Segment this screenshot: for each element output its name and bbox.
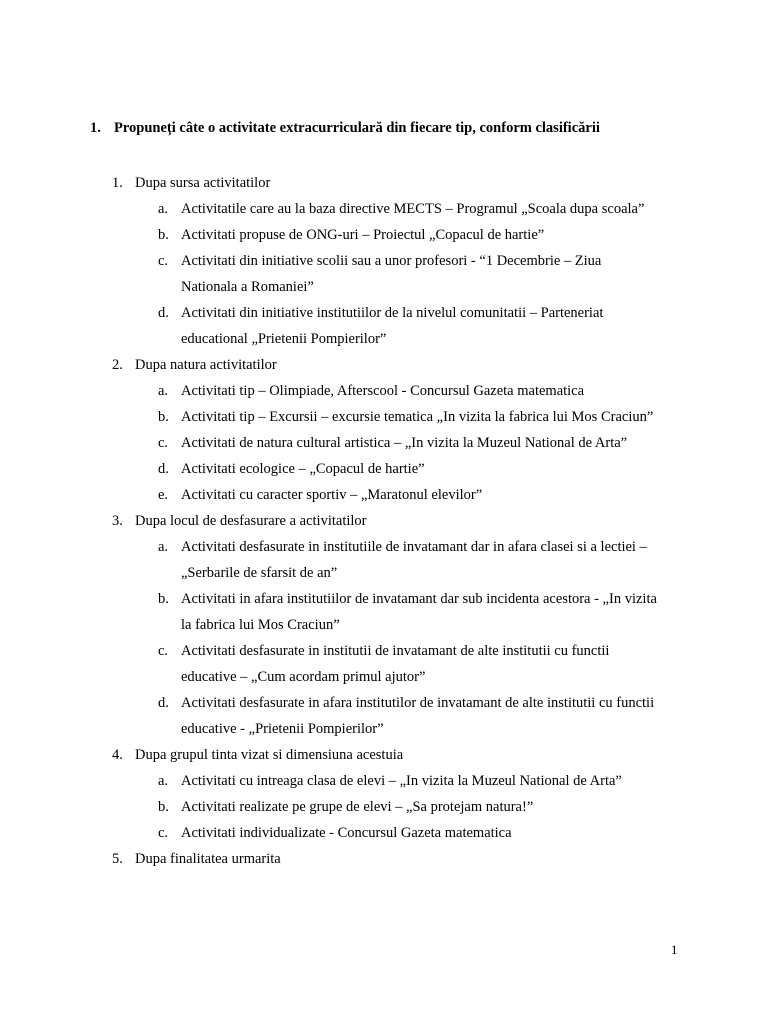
item-letter: c.	[158, 643, 169, 659]
item-letter: a.	[158, 383, 169, 399]
list-item	[0, 222, 768, 248]
list-item	[0, 482, 768, 508]
item-text-line: Activitati desfasurate in afara institutilor de invatamant de alte institutii cu functii	[181, 695, 655, 711]
list-item	[0, 404, 768, 430]
question-text: Propuneți câte o activitate extracurriculară din fiecare tip, conform clasificării	[114, 120, 600, 136]
item-letter: a.	[158, 539, 169, 555]
item-letter: c.	[158, 253, 169, 269]
list-item	[0, 768, 768, 794]
list-item	[0, 248, 768, 300]
item-text-line: Activitati desfasurate in institutii de invatamant de alte institutii cu functii	[181, 643, 610, 659]
item-text-line: educative – „Cum acordam primul ajutor”	[181, 669, 426, 685]
item-text-line: Activitati din initiative scolii sau a unor profesori - “1 Decembrie – Ziua	[181, 253, 602, 269]
item-letter: a.	[158, 773, 169, 789]
list-item	[0, 300, 768, 352]
item-text-line: „Serbarile de sfarsit de an”	[181, 565, 338, 581]
section-title: Dupa grupul tinta vizat si dimensiuna acestuia	[135, 747, 404, 763]
page-number: 1	[671, 942, 678, 957]
section-heading	[0, 846, 768, 872]
item-text-line: Activitati propuse de ONG-uri – Proiectul „Copacul de hartie”	[181, 227, 545, 243]
section-title: Dupa sursa activitatilor	[135, 175, 271, 191]
item-text-line: Activitati din initiative institutiilor de la nivelul comunitatii – Parteneriat	[181, 305, 604, 321]
list-item	[0, 378, 768, 404]
section-heading	[0, 508, 768, 534]
question-heading	[90, 120, 600, 137]
section-title: Dupa natura activitatilor	[135, 357, 277, 373]
item-letter: b.	[158, 409, 169, 425]
item-text-line: educational „Prietenii Pompierilor”	[181, 331, 387, 347]
item-text-line: Activitati in afara institutiilor de invatamant dar sub incidenta acestora - „In vizita	[181, 591, 657, 607]
item-letter: d.	[158, 305, 169, 321]
item-letter: a.	[158, 201, 169, 217]
question-number: 1.	[90, 120, 101, 136]
section-number: 4.	[112, 747, 123, 763]
item-text-line: Activitati ecologice – „Copacul de hartie”	[181, 461, 425, 477]
list-item	[0, 196, 768, 222]
classification-list	[0, 170, 768, 872]
item-text-line: Nationala a Romaniei”	[181, 279, 314, 295]
list-item	[0, 586, 768, 638]
item-letter: b.	[158, 591, 169, 607]
section-number: 1.	[112, 175, 123, 191]
section-heading	[0, 170, 768, 196]
item-text-line: Activitati tip – Excursii – excursie tematica „In vizita la fabrica lui Mos Craciun”	[181, 409, 654, 425]
item-letter: c.	[158, 435, 169, 451]
section-title: Dupa finalitatea urmarita	[135, 851, 281, 867]
item-text-line: Activitati individualizate - Concursul Gazeta matematica	[181, 825, 512, 841]
item-text-line: Activitatile care au la baza directive MECTS – Programul „Scoala dupa scoala”	[181, 201, 645, 217]
list-item	[0, 430, 768, 456]
item-text-line: Activitati desfasurate in institutiile de invatamant dar in afara clasei si a lectiei –	[181, 539, 647, 555]
item-letter: b.	[158, 799, 169, 815]
item-letter: b.	[158, 227, 169, 243]
section-heading	[0, 742, 768, 768]
section-heading	[0, 352, 768, 378]
item-letter: d.	[158, 461, 169, 477]
list-item	[0, 690, 768, 742]
item-text-line: educative - „Prietenii Pompierilor”	[181, 721, 384, 737]
section-number: 3.	[112, 513, 123, 529]
list-item	[0, 638, 768, 690]
section-number: 5.	[112, 851, 123, 867]
item-text-line: Activitati cu intreaga clasa de elevi – „In vizita la Muzeul National de Arta”	[181, 773, 622, 789]
item-text-line: la fabrica lui Mos Craciun”	[181, 617, 340, 633]
item-text-line: Activitati de natura cultural artistica – „In vizita la Muzeul National de Arta”	[181, 435, 628, 451]
item-text-line: Activitati cu caracter sportiv – „Maratonul elevilor”	[181, 487, 483, 503]
section-number: 2.	[112, 357, 123, 373]
list-item	[0, 794, 768, 820]
item-letter: e.	[158, 487, 169, 503]
list-item	[0, 820, 768, 846]
item-text-line: Activitati realizate pe grupe de elevi – „Sa protejam natura!”	[181, 799, 534, 815]
section-title: Dupa locul de desfasurare a activitatilor	[135, 513, 367, 529]
item-text-line: Activitati tip – Olimpiade, Afterscool - Concursul Gazeta matematica	[181, 383, 585, 399]
item-letter: c.	[158, 825, 169, 841]
list-item	[0, 456, 768, 482]
list-item	[0, 534, 768, 586]
item-letter: d.	[158, 695, 169, 711]
